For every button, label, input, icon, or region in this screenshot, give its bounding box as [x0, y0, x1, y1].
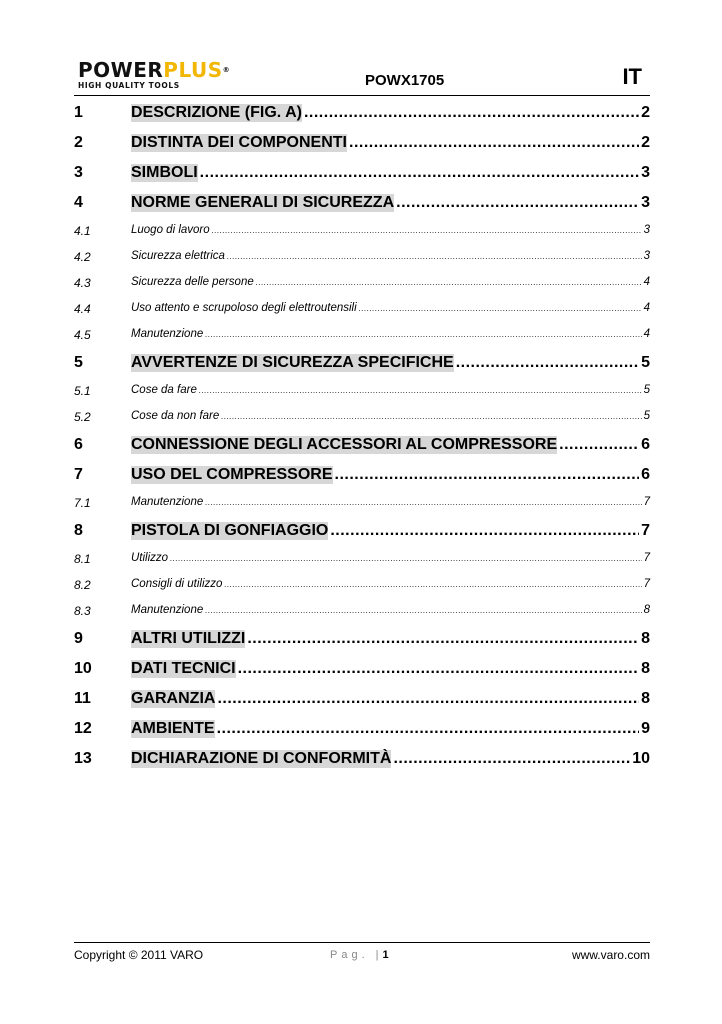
- toc-title: DATI TECNICI: [131, 660, 236, 677]
- toc-leader-dots: [349, 134, 639, 152]
- toc-page-number: 7: [643, 496, 650, 508]
- toc-title: AVVERTENZE DI SICUREZZA SPECIFICHE: [131, 354, 454, 371]
- toc-page-number: 4: [643, 302, 650, 314]
- toc-number: 8.3: [74, 604, 91, 618]
- logo-registered-mark: ®: [222, 66, 231, 74]
- toc-number: 13: [74, 750, 92, 767]
- toc-page-number: 6: [641, 466, 650, 483]
- toc-number: 9: [74, 630, 83, 647]
- toc-entry-link[interactable]: [131, 276, 650, 288]
- toc-leader-dots: [393, 750, 630, 768]
- toc-number: 3: [74, 164, 83, 181]
- toc-number: 8.1: [74, 552, 91, 566]
- toc-number: 4.5: [74, 328, 91, 342]
- toc-number: 4.2: [74, 250, 91, 264]
- toc-title: Manutenzione: [131, 604, 204, 616]
- toc-entry-link[interactable]: [131, 750, 650, 768]
- toc-leader-dots: [247, 630, 639, 648]
- toc-leader-dots: [221, 412, 641, 421]
- toc-leader-dots: [200, 164, 639, 182]
- toc-number: 10: [74, 660, 92, 677]
- toc-entry-link[interactable]: [131, 578, 650, 590]
- toc-title: AMBIENTE: [131, 720, 215, 737]
- toc-entry-link[interactable]: [131, 522, 650, 540]
- toc-entry-link[interactable]: [131, 354, 650, 372]
- toc-title: CONNESSIONE DEGLI ACCESSORI AL COMPRESSORE: [131, 436, 558, 453]
- toc-page-number: 3: [643, 250, 650, 262]
- toc-number: 4.3: [74, 276, 91, 290]
- toc-title: Sicurezza elettrica: [131, 250, 225, 262]
- toc-page-number: 7: [641, 522, 650, 539]
- toc-number: 5.2: [74, 410, 91, 424]
- toc-leader-dots: [559, 436, 639, 454]
- logo-tagline: HIGH QUALITY TOOLS: [78, 81, 180, 90]
- toc-leader-dots: [199, 386, 642, 395]
- toc-number: 11: [74, 690, 91, 707]
- toc-leader-dots: [396, 194, 639, 212]
- toc-title: Cose da fare: [131, 384, 197, 396]
- toc-title: DICHIARAZIONE DI CONFORMITÀ: [131, 750, 392, 767]
- model-number: POWX1705: [365, 72, 445, 89]
- toc-page-number: 5: [643, 384, 650, 396]
- toc-entry-link[interactable]: [131, 194, 650, 212]
- toc-leader-dots: [217, 690, 639, 708]
- toc-page-number: 8: [641, 690, 650, 707]
- toc-title: Cose da non fare: [131, 410, 220, 422]
- toc-entry-link[interactable]: [131, 410, 650, 422]
- toc-leader-dots: [224, 580, 641, 589]
- logo-plus-text: PLUS: [163, 58, 223, 82]
- toc-page-number: 10: [632, 750, 650, 767]
- toc-page-number: 8: [641, 660, 650, 677]
- toc-page-number: 3: [641, 194, 650, 211]
- website-link[interactable]: www.varo.com: [571, 948, 650, 962]
- toc-title: PISTOLA DI GONFIAGGIO: [131, 522, 329, 539]
- toc-entry-link[interactable]: [131, 604, 650, 616]
- page-indicator: [330, 949, 389, 961]
- page-header: [74, 60, 650, 96]
- toc-title: Manutenzione: [131, 496, 204, 508]
- toc-page-number: 6: [641, 436, 650, 453]
- toc-title: Manutenzione: [131, 328, 204, 340]
- toc-leader-dots: [217, 720, 640, 738]
- toc-number: 5.1: [74, 384, 91, 398]
- toc-page-number: 5: [643, 410, 650, 422]
- toc-entry-link[interactable]: [131, 660, 650, 678]
- toc-entry-link[interactable]: [131, 466, 650, 484]
- toc-page-number: 8: [643, 604, 650, 616]
- toc-entry-link[interactable]: [131, 134, 650, 152]
- copyright-text: Copyright © 2011 VARO: [74, 948, 204, 962]
- toc-number: 4.1: [74, 224, 91, 238]
- toc-entry-link[interactable]: [131, 436, 650, 454]
- toc-title: NORME GENERALI DI SICUREZZA: [131, 194, 395, 211]
- header-divider: [74, 95, 650, 96]
- toc-title: GARANZIA: [131, 690, 216, 707]
- toc-entry-link[interactable]: [131, 104, 650, 122]
- toc-leader-dots: [238, 660, 640, 678]
- toc-number: 6: [74, 436, 83, 453]
- toc-page-number: 8: [641, 630, 650, 647]
- toc-leader-dots: [359, 304, 642, 313]
- toc-entry-link[interactable]: [131, 224, 650, 236]
- toc-number: 2: [74, 134, 83, 151]
- toc-leader-dots: [205, 606, 641, 615]
- toc-page-number: 7: [643, 552, 650, 564]
- toc-title: SIMBOLI: [131, 164, 198, 181]
- toc-title: Consigli di utilizzo: [131, 578, 223, 590]
- toc-title: Luogo di lavoro: [131, 224, 210, 236]
- toc-leader-dots: [456, 354, 639, 372]
- toc-page-number: 5: [641, 354, 650, 371]
- toc-title: Utilizzo: [131, 552, 169, 564]
- toc-entry-link[interactable]: [131, 384, 650, 396]
- toc-leader-dots: [205, 330, 641, 339]
- toc-number: 4.4: [74, 302, 91, 316]
- toc-page-number: 7: [643, 578, 650, 590]
- page-footer: [74, 942, 650, 962]
- toc-number: 1: [74, 104, 83, 121]
- toc-number: 12: [74, 720, 92, 737]
- toc-title: DISTINTA DEI COMPONENTI: [131, 134, 347, 151]
- powerplus-logo: [78, 60, 230, 90]
- toc-page-number: 2: [641, 134, 650, 151]
- toc-title: Sicurezza delle persone: [131, 276, 254, 288]
- toc-entry-link[interactable]: [131, 630, 650, 648]
- logo-power-text: POWER: [78, 58, 164, 82]
- toc-title: Uso attento e scrupoloso degli elettroutensili: [131, 302, 357, 314]
- toc-page-number: 3: [643, 224, 650, 236]
- toc-leader-dots: [335, 466, 640, 484]
- toc-number: 8.2: [74, 578, 91, 592]
- toc-leader-dots: [330, 522, 639, 540]
- page-label: Pag. |: [330, 949, 383, 961]
- toc-leader-dots: [304, 104, 639, 122]
- toc-leader-dots: [205, 498, 641, 507]
- toc-number: 7: [74, 466, 83, 483]
- toc-entry-link[interactable]: [131, 302, 650, 314]
- toc-title: USO DEL COMPRESSORE: [131, 466, 333, 483]
- toc-page-number: 4: [643, 328, 650, 340]
- toc-leader-dots: [212, 226, 642, 235]
- toc-page-number: 4: [643, 276, 650, 288]
- toc-entry-link[interactable]: [131, 552, 650, 564]
- toc-title: ALTRI UTILIZZI: [131, 630, 246, 647]
- toc-leader-dots: [256, 278, 642, 287]
- toc-entry-link[interactable]: [131, 690, 650, 708]
- toc-number: 5: [74, 354, 83, 371]
- toc-entry-link[interactable]: [131, 164, 650, 182]
- page-number: 1: [382, 949, 389, 961]
- toc-entry-link[interactable]: [131, 496, 650, 508]
- toc-number: 4: [74, 194, 83, 211]
- toc-page-number: 3: [641, 164, 650, 181]
- toc-page-number: 9: [641, 720, 650, 737]
- toc-title: DESCRIZIONE (FIG. A): [131, 104, 302, 121]
- toc-leader-dots: [227, 252, 642, 261]
- toc-entry-link[interactable]: [131, 250, 650, 262]
- language-code: IT: [622, 64, 642, 89]
- toc-number: 7.1: [74, 496, 91, 510]
- toc-leader-dots: [170, 554, 642, 563]
- toc-entry-link[interactable]: [131, 720, 650, 738]
- toc-entry-link[interactable]: [131, 328, 650, 340]
- toc-page-number: 2: [641, 104, 650, 121]
- toc-number: 8: [74, 522, 83, 539]
